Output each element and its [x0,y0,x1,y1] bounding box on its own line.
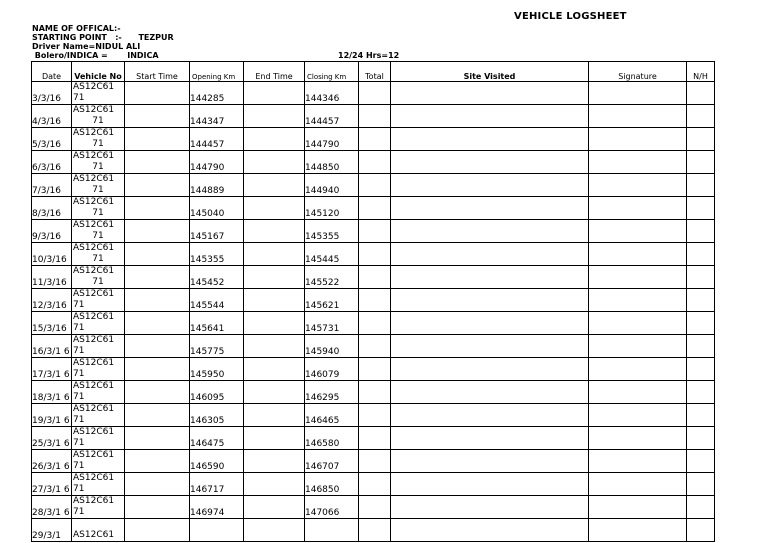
opening-km-cell: 145167 [190,220,244,243]
signature-cell [589,450,687,473]
nh-cell [687,450,715,473]
hours-line: 12/24 Hrs=12 [338,51,400,60]
total-cell [359,312,391,335]
vehicle-no-line-2: 71 [73,507,85,517]
column-header-end-time: End Time [244,62,305,82]
vehicle-no-line-2: 71 [92,162,104,172]
column-header-vehicle-no: Vehicle No [72,62,125,82]
closing-km-cell: 145445 [305,243,359,266]
vehicle-no-line-2: 71 [92,116,104,126]
vehicle-no-cell [72,381,125,404]
date-cell: 8/3/16 [32,197,72,220]
opening-km-cell: 146475 [190,427,244,450]
opening-km-cell: 144790 [190,151,244,174]
nh-cell [687,220,715,243]
nh-cell [687,519,715,542]
site-visited-cell [391,151,589,174]
table-row [32,151,715,174]
vehicle-no-line-2: 71 [92,185,104,195]
vehicle-no-line-2: 71 [73,323,85,333]
total-cell [359,496,391,519]
closing-km-cell: 145120 [305,197,359,220]
table-row [32,450,715,473]
nh-cell [687,128,715,151]
date-cell: 9/3/16 [32,220,72,243]
official-name-line: NAME OF OFFICAL:- [32,24,121,33]
date-cell: 15/3/16 [32,312,72,335]
signature-cell [589,128,687,151]
signature-cell [589,197,687,220]
date-cell: 6/3/16 [32,151,72,174]
end-time-cell [244,473,305,496]
nh-cell [687,174,715,197]
site-visited-cell [391,312,589,335]
total-cell [359,519,391,542]
site-visited-cell [391,358,589,381]
vehicle-no-line-1: AS12C61 [73,450,115,460]
site-visited-cell [391,197,589,220]
date-cell: 5/3/16 [32,128,72,151]
closing-km-cell: 146079 [305,358,359,381]
total-cell [359,243,391,266]
end-time-cell [244,427,305,450]
nh-cell [687,243,715,266]
vehicle-no-cell [72,450,125,473]
table-row [32,128,715,151]
end-time-cell [244,128,305,151]
vehicle-no-cell [72,473,125,496]
closing-km-cell: 144790 [305,128,359,151]
vehicle-no-line-2: 71 [73,438,85,448]
vehicle-no-line-1: AS12C61 [73,105,115,115]
site-visited-cell [391,289,589,312]
table-row [32,174,715,197]
start-time-cell [125,197,190,220]
signature-cell [589,496,687,519]
start-time-cell [125,358,190,381]
nh-cell [687,289,715,312]
site-visited-cell [391,427,589,450]
vehicle-no-cell [72,312,125,335]
start-time-cell [125,473,190,496]
end-time-cell [244,404,305,427]
table-row [32,473,715,496]
date-cell: 11/3/16 [32,266,72,289]
vehicle-no-line-2: 71 [92,208,104,218]
opening-km-cell: 144285 [190,82,244,105]
end-time-cell [244,243,305,266]
vehicle-no-line-1: AS12C61 [73,82,115,92]
end-time-cell [244,151,305,174]
closing-km-cell: 145522 [305,266,359,289]
closing-km-cell: 146850 [305,473,359,496]
site-visited-cell [391,220,589,243]
total-cell [359,266,391,289]
opening-km-cell: 146717 [190,473,244,496]
closing-km-cell: 145731 [305,312,359,335]
column-header-nh: N/H [687,62,715,82]
vehicle-no-cell [72,220,125,243]
opening-km-cell: 145641 [190,312,244,335]
signature-cell [589,358,687,381]
vehicle-no-cell [72,151,125,174]
opening-km-cell: 146305 [190,404,244,427]
signature-cell [589,266,687,289]
date-cell: 19/3/1 6 [32,404,72,427]
opening-km-cell: 144457 [190,128,244,151]
total-cell [359,427,391,450]
start-time-cell [125,450,190,473]
vehicle-no-line-2: 71 [73,300,85,310]
nh-cell [687,105,715,128]
vehicle-no-line-2: 71 [92,231,104,241]
start-time-cell [125,151,190,174]
vehicle-no-line-1: AS12C61 [73,174,115,184]
start-time-cell [125,105,190,128]
signature-cell [589,404,687,427]
vehicle-no-cell [72,197,125,220]
table-row [32,381,715,404]
site-visited-cell [391,473,589,496]
signature-cell [589,243,687,266]
nh-cell [687,381,715,404]
vehicle-no-cell [72,519,125,542]
date-cell: 10/3/16 [32,243,72,266]
start-time-cell [125,243,190,266]
end-time-cell [244,220,305,243]
signature-cell [589,82,687,105]
page-title: VEHICLE LOGSHEET [514,11,627,22]
vehicle-type-line: Bolero/INDICA = INDICA [32,51,159,60]
table-row [32,519,715,542]
date-cell: 25/3/1 6 [32,427,72,450]
signature-cell [589,312,687,335]
end-time-cell [244,450,305,473]
site-visited-cell [391,519,589,542]
closing-km-cell: 146295 [305,381,359,404]
closing-km-cell: 144850 [305,151,359,174]
start-time-cell [125,519,190,542]
date-cell: 7/3/16 [32,174,72,197]
vehicle-no-cell [72,128,125,151]
total-cell [359,128,391,151]
column-header-start-time: Start Time [125,62,190,82]
site-visited-cell [391,105,589,128]
table-body [32,82,715,542]
closing-km-cell: 144457 [305,105,359,128]
opening-km-cell: 146590 [190,450,244,473]
nh-cell [687,496,715,519]
site-visited-cell [391,266,589,289]
vehicle-no-cell [72,427,125,450]
vehicle-no-line-1: AS12C61 [73,243,115,253]
date-cell: 27/3/1 6 [32,473,72,496]
closing-km-cell: 145355 [305,220,359,243]
vehicle-no-line-1: AS12C61 [73,266,115,276]
vehicle-no-line-1: AS12C61 [73,473,115,483]
total-cell [359,335,391,358]
site-visited-cell [391,335,589,358]
start-time-cell [125,312,190,335]
closing-km-cell: 145940 [305,335,359,358]
table-row [32,266,715,289]
nh-cell [687,358,715,381]
date-cell: 28/3/1 6 [32,496,72,519]
table-row [32,335,715,358]
nh-cell [687,266,715,289]
start-time-cell [125,289,190,312]
end-time-cell [244,174,305,197]
total-cell [359,174,391,197]
total-cell [359,220,391,243]
vehicle-no-line-2: 71 [73,415,85,425]
end-time-cell [244,197,305,220]
starting-point-line: STARTING POINT :- TEZPUR [32,33,174,42]
start-time-cell [125,82,190,105]
vehicle-no-line-2: 71 [92,277,104,287]
start-time-cell [125,404,190,427]
closing-km-cell: 145621 [305,289,359,312]
vehicle-no-line-1: AS12C61 [73,530,115,540]
site-visited-cell [391,82,589,105]
end-time-cell [244,358,305,381]
table-row [32,82,715,105]
start-time-cell [125,220,190,243]
total-cell [359,289,391,312]
end-time-cell [244,312,305,335]
vehicle-no-cell [72,243,125,266]
date-cell: 26/3/1 6 [32,450,72,473]
vehicle-no-line-1: AS12C61 [73,496,115,506]
vehicle-no-cell [72,266,125,289]
end-time-cell [244,519,305,542]
start-time-cell [125,335,190,358]
vehicle-no-cell [72,174,125,197]
opening-km-cell: 145775 [190,335,244,358]
vehicle-no-line-2: 71 [92,254,104,264]
table-row [32,105,715,128]
column-header-signature: Signature [589,62,687,82]
signature-cell [589,151,687,174]
site-visited-cell [391,381,589,404]
vehicle-no-line-1: AS12C61 [73,427,115,437]
signature-cell [589,519,687,542]
nh-cell [687,404,715,427]
table-header-row [32,62,715,82]
date-cell: 12/3/16 [32,289,72,312]
signature-cell [589,174,687,197]
vehicle-no-line-2: 71 [73,93,85,103]
end-time-cell [244,82,305,105]
date-cell: 18/3/1 6 [32,381,72,404]
total-cell [359,151,391,174]
vehicle-no-cell [72,105,125,128]
nh-cell [687,151,715,174]
vehicle-no-cell [72,335,125,358]
nh-cell [687,473,715,496]
table-row [32,404,715,427]
vehicle-no-line-2: 71 [73,484,85,494]
vehicle-no-line-1: AS12C61 [73,312,115,322]
vehicle-no-line-1: AS12C61 [73,220,115,230]
total-cell [359,450,391,473]
vehicle-no-line-1: AS12C61 [73,335,115,345]
opening-km-cell: 145544 [190,289,244,312]
nh-cell [687,82,715,105]
column-header-total: Total [359,62,391,82]
closing-km-cell: 146580 [305,427,359,450]
end-time-cell [244,335,305,358]
vehicle-no-line-1: AS12C61 [73,128,115,138]
vehicle-no-line-1: AS12C61 [73,381,115,391]
date-cell: 4/3/16 [32,105,72,128]
vehicle-no-line-1: AS12C61 [73,289,115,299]
table-row [32,220,715,243]
column-header-site-visited: Site Visited [391,62,589,82]
vehicle-no-cell [72,358,125,381]
vehicle-no-line-2: 71 [92,139,104,149]
opening-km-cell: 146974 [190,496,244,519]
vehicle-no-cell [72,404,125,427]
signature-cell [589,473,687,496]
signature-cell [589,381,687,404]
table-row [32,243,715,266]
closing-km-cell: 144346 [305,82,359,105]
signature-cell [589,220,687,243]
column-header-date: Date [32,62,72,82]
opening-km-cell: 145355 [190,243,244,266]
total-cell [359,381,391,404]
opening-km-cell: 144347 [190,105,244,128]
vehicle-no-line-2: 71 [73,346,85,356]
total-cell [359,82,391,105]
end-time-cell [244,105,305,128]
signature-cell [589,105,687,128]
nh-cell [687,335,715,358]
closing-km-cell: 147066 [305,496,359,519]
date-cell: 3/3/16 [32,82,72,105]
vehicle-no-line-2: 71 [73,369,85,379]
start-time-cell [125,381,190,404]
logsheet-table [31,61,715,542]
date-cell: 16/3/1 6 [32,335,72,358]
vehicle-no-cell [72,82,125,105]
end-time-cell [244,289,305,312]
opening-km-cell: 145452 [190,266,244,289]
column-header-closing-km: Closing Km [305,62,359,82]
vehicle-no-cell [72,496,125,519]
vehicle-no-cell [72,289,125,312]
vehicle-no-line-1: AS12C61 [73,358,115,368]
closing-km-cell: 144940 [305,174,359,197]
site-visited-cell [391,174,589,197]
start-time-cell [125,427,190,450]
site-visited-cell [391,243,589,266]
start-time-cell [125,174,190,197]
end-time-cell [244,496,305,519]
opening-km-cell: 146095 [190,381,244,404]
date-cell: 29/3/1 [32,519,72,542]
nh-cell [687,312,715,335]
site-visited-cell [391,450,589,473]
nh-cell [687,427,715,450]
total-cell [359,358,391,381]
closing-km-cell: 146465 [305,404,359,427]
table-row [32,427,715,450]
opening-km-cell: 145040 [190,197,244,220]
table-row [32,289,715,312]
closing-km-cell [305,519,359,542]
total-cell [359,105,391,128]
total-cell [359,404,391,427]
start-time-cell [125,128,190,151]
driver-name-line: Driver Name=NIDUL ALI [32,42,141,51]
site-visited-cell [391,128,589,151]
vehicle-no-line-2: 71 [73,461,85,471]
start-time-cell [125,266,190,289]
column-header-opening-km: Opening Km [190,62,244,82]
total-cell [359,473,391,496]
opening-km-cell: 145950 [190,358,244,381]
end-time-cell [244,266,305,289]
table-row [32,197,715,220]
table-row [32,312,715,335]
nh-cell [687,197,715,220]
date-cell: 17/3/1 6 [32,358,72,381]
site-visited-cell [391,496,589,519]
end-time-cell [244,381,305,404]
table-row [32,358,715,381]
vehicle-no-line-1: AS12C61 [73,151,115,161]
total-cell [359,197,391,220]
start-time-cell [125,496,190,519]
opening-km-cell [190,519,244,542]
site-visited-cell [391,404,589,427]
vehicle-no-line-2: 71 [73,392,85,402]
opening-km-cell: 144889 [190,174,244,197]
signature-cell [589,427,687,450]
signature-cell [589,335,687,358]
vehicle-no-line-1: AS12C61 [73,197,115,207]
signature-cell [589,289,687,312]
vehicle-no-line-1: AS12C61 [73,404,115,414]
table-row [32,496,715,519]
closing-km-cell: 146707 [305,450,359,473]
